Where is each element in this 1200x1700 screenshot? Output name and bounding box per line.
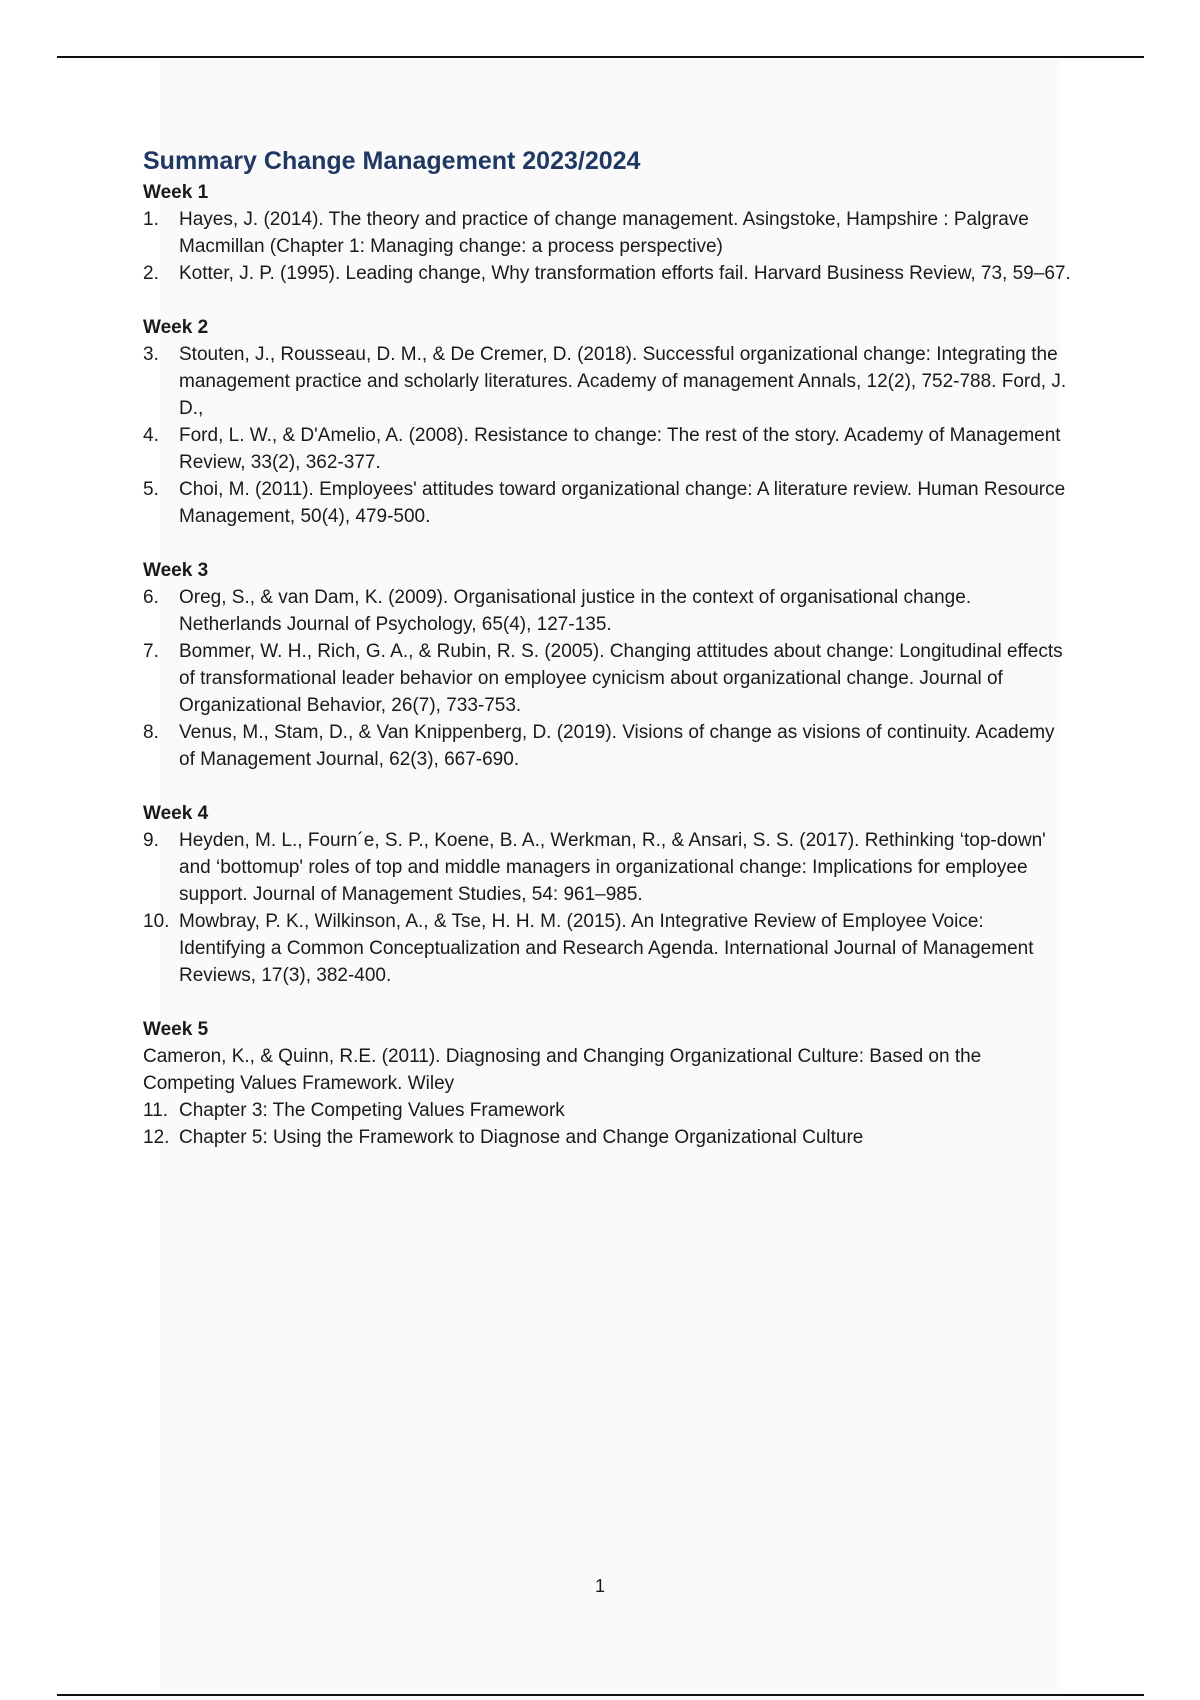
reference-number: 6. (143, 587, 159, 608)
bottom-rule (57, 1694, 1144, 1696)
reference-text: Hayes, J. (2014). The theory and practice of change management. Asingstoke, Hampshire : Palgrave Macmillan (Chapter 1: Managing change: a process perspective) (179, 209, 1029, 257)
reference-item (143, 908, 1073, 989)
reference-number: 9. (143, 830, 159, 851)
reference-text: Oreg, S., & van Dam, K. (2009). Organisational justice in the context of organisational change. Netherlands Journal of Psychology, 65(4), 127-135. (179, 587, 972, 635)
reference-item (143, 827, 1073, 908)
reference-number: 8. (143, 722, 159, 743)
reference-item (143, 1097, 1073, 1124)
reference-item (143, 638, 1073, 719)
reference-number: 5. (143, 479, 159, 500)
reference-text: Kotter, J. P. (1995). Leading change, Why transformation efforts fail. Harvard Business Review, 73, 59–67. (179, 263, 1071, 284)
week-section (143, 557, 1073, 773)
week-heading: Week 2 (143, 317, 209, 338)
reference-text: Bommer, W. H., Rich, G. A., & Rubin, R. S. (2005). Changing attitudes about change: Longitudinal effects of transformational leader behavior on employee cynicism about organizational change. Journal of Organizational Behavior, 26(7), 733-753. (179, 641, 1063, 716)
reference-number: 3. (143, 344, 159, 365)
week-heading: Week 3 (143, 560, 209, 581)
reference-number: 1. (143, 209, 159, 230)
week-section (143, 314, 1073, 530)
reference-item (143, 584, 1073, 638)
book-citation: Cameron, K., & Quinn, R.E. (2011). Diagnosing and Changing Organizational Culture: Based on the Competing Values Framework. Wiley (143, 1046, 982, 1094)
reference-text: Chapter 3: The Competing Values Framework (179, 1100, 565, 1121)
reference-text: Mowbray, P. K., Wilkinson, A., & Tse, H. H. M. (2015). An Integrative Review of Employee Voice: Identifying a Common Conceptualization and Research Agenda. International Journal of Management Reviews, 17(3), 382-400. (179, 911, 1034, 986)
week-heading: Week 4 (143, 803, 209, 824)
week-section (143, 800, 1073, 989)
reference-text: Stouten, J., Rousseau, D. M., & De Cremer, D. (2018). Successful organizational change: Integrating the management practice and scholarly literatures. Academy of management Annals, 12(2), 752-788. Ford, J. D., (179, 344, 1067, 419)
page-number: 1 (594, 1576, 605, 1596)
reference-number: 10. (143, 911, 170, 932)
reference-text: Venus, M., Stam, D., & Van Knippenberg, D. (2019). Visions of change as visions of continuity. Academy of Management Journal, 62(3), 667-690. (179, 722, 1055, 770)
reference-number: 4. (143, 425, 159, 446)
document-body (143, 145, 1073, 1178)
top-rule (57, 56, 1144, 58)
week-section (143, 179, 1073, 287)
reference-text: Ford, L. W., & D'Amelio, A. (2008). Resistance to change: The rest of the story. Academy of Management Review, 33(2), 362-377. (179, 425, 1061, 473)
reference-item (143, 341, 1073, 422)
reference-number: 12. (143, 1127, 170, 1148)
week-section (143, 1016, 1073, 1151)
reference-item (143, 1124, 1073, 1151)
reference-text: Choi, M. (2011). Employees' attitudes toward organizational change: A literature review. Human Resource Management, 50(4), 479-500. (179, 479, 1066, 527)
week-heading: Week 5 (143, 1019, 209, 1040)
reference-number: 7. (143, 641, 159, 662)
reference-number: 11. (143, 1100, 169, 1121)
reference-item (143, 422, 1073, 476)
reference-number: 2. (143, 263, 159, 284)
document-title: Summary Change Management 2023/2024 (143, 147, 641, 175)
reference-item (143, 719, 1073, 773)
reference-text: Heyden, M. L., Fourn´e, S. P., Koene, B. A., Werkman, R., & Ansari, S. S. (2017). Rethinking ‘top-down' and ‘bottomup' roles of top and middle managers in organizational change: Implications for employee support. Journal of Management Studies, 54: 961–985. (179, 830, 1046, 905)
reference-item (143, 206, 1073, 260)
reference-text: Chapter 5: Using the Framework to Diagnose and Change Organizational Culture (179, 1127, 864, 1148)
reference-item (143, 476, 1073, 530)
week-heading: Week 1 (143, 182, 209, 203)
reference-item (143, 260, 1073, 287)
